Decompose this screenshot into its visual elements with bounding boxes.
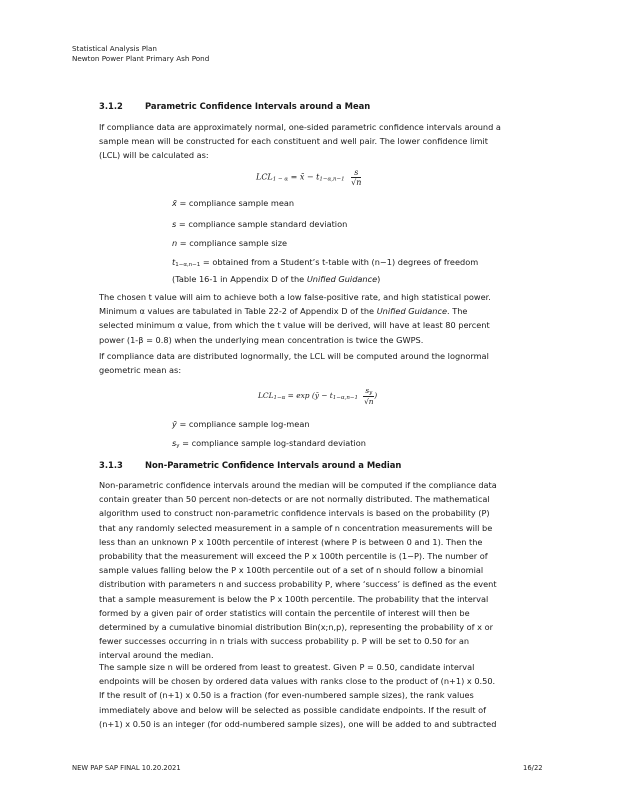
definition-symbol: n	[172, 238, 178, 248]
definition-text: = compliance sample mean	[176, 198, 295, 208]
paragraph-line: fewer successes occurring in n trials with success probability p. P will be set to 0.50 for an	[99, 636, 470, 647]
paragraph-line: determined by a cumulative binomial distribution Bin(x;n,p), representing the probability of x or	[99, 621, 493, 632]
formula-rhs: = x̄ − t	[290, 172, 320, 182]
paragraph-line: The sample size n will be ordered from least to greatest. Given P = 0.50, candidate interval	[99, 662, 475, 672]
fraction-denominator: √n	[351, 178, 362, 187]
paragraph-line: endpoints will be chosen by ordered data values with ranks close to the product of (n+1) x 0.50.	[99, 676, 496, 687]
definition-text: = compliance sample log-mean	[176, 419, 310, 429]
alpha-line: The chosen t value will aim to achieve both a low false-positive rate, and high statistical power.	[99, 292, 491, 302]
header-line-1: Statistical Analysis Plan	[72, 44, 157, 53]
paragraph-line: interval around the median.	[99, 650, 214, 661]
header-line-2: Newton Power Plant Primary Ash Pond	[72, 53, 210, 63]
paragraph-line: probability that the measurement will exceed the P x 100th percentile is (1−P). The number of	[99, 550, 488, 561]
definition-log-std	[172, 436, 366, 453]
definition-symbol: t	[172, 257, 176, 267]
definition-std	[172, 217, 347, 231]
definition-n	[172, 236, 287, 250]
alpha-line-end: . The	[447, 306, 468, 317]
paragraph-line: less than an unknown P x 100th percentile of interest (where P is between 0 and 1). Then the	[99, 536, 483, 547]
section-312-title: Parametric Confidence Intervals around a Mean	[145, 101, 371, 111]
alpha-paragraph	[99, 290, 551, 347]
paragraph-line: If the result of (n+1) x 0.50 is a fraction (for even-numbered sample sizes), the rank values	[99, 690, 474, 701]
alpha-line: selected minimum α value, from which the t value will be derived, will have at least 80 percent	[99, 320, 490, 331]
paragraph-line: formed by a given pair of order statistics will contain the percentile of interest will then be	[99, 607, 470, 618]
section-313-paragraph-1	[99, 478, 551, 662]
paragraph-line: sample values falling below the P x 100th percentile out of a set of n should follow a binomial	[99, 565, 484, 576]
section-312-intro	[99, 120, 551, 163]
alpha-line: power (1-β = 0.8) when the underlying mean concentration is twice the GWPS.	[99, 334, 424, 345]
intro-line: (LCL) will be calculated as:	[99, 150, 209, 161]
definition-symbol: ȳ	[172, 419, 177, 429]
paragraph-line: that any randomly selected measurement in a sample of n concentration measurements will be	[99, 522, 493, 533]
log-formula-sub: 1−α	[273, 395, 286, 401]
section-313-title: Non-Parametric Confidence Intervals around a Median	[145, 460, 402, 470]
paragraph-line: that a sample measurement is below the P x 100th percentile. The probability that the interval	[99, 593, 489, 604]
log-formula-lhs: LCL	[258, 391, 274, 400]
log-lcl-formula	[258, 386, 377, 406]
log-fraction-numerator: s	[365, 386, 370, 395]
intro-line: sample mean will be constructed for each constituent and well pair. The lower confidence limit	[99, 136, 488, 147]
definition-symbol: x̄	[172, 198, 177, 208]
paragraph-line: contain greater than 50 percent non-detects or are not normally distributed. The mathematical	[99, 494, 490, 505]
definition-symbol-sub: y	[176, 443, 180, 449]
definition-symbol: s	[172, 438, 177, 448]
lognormal-line: If compliance data are distributed lognormally, the LCL will be computed around the lognormal	[99, 351, 489, 361]
definition-mean	[172, 196, 294, 210]
formula-sub: 1 − α	[272, 176, 289, 183]
definition-text: = obtained from a Student’s t-table with (n−1) degrees of freedom	[200, 257, 479, 267]
alpha-line: Minimum α values are tabulated in Table 22-2 of Appendix D of the	[99, 306, 377, 317]
paragraph-line: immediately above and below will be selected as possible candidate endpoints. If the result of	[99, 704, 487, 715]
definition-text: = compliance sample size	[177, 238, 288, 248]
lognormal-intro	[99, 349, 551, 377]
unified-guidance-ref: Unified Guidance	[306, 274, 378, 285]
paragraph-line: Non-parametric confidence intervals around the median will be computed if the compliance data	[99, 480, 497, 490]
lcl-formula	[256, 168, 361, 187]
definition-text: = compliance sample log-standard deviation	[179, 438, 366, 448]
paragraph-line: distribution with parameters n and success probability P, where ‘success’ is defined as the event	[99, 579, 497, 590]
section-313-number: 3.1.3	[99, 460, 123, 470]
fraction-numerator: s	[351, 168, 361, 178]
definition-symbol: s	[172, 219, 177, 229]
definition-t	[172, 255, 478, 286]
section-312-number: 3.1.2	[99, 101, 123, 111]
log-formula-end: )	[374, 391, 378, 400]
formula-fraction	[351, 168, 361, 187]
formula-lhs: LCL	[256, 172, 273, 182]
footer-document-id: NEW PAP SAP FINAL 10.20.2021	[72, 764, 181, 772]
paragraph-line: algorithm used to construct non-parametric confidence intervals is based on the probability (P)	[99, 508, 490, 519]
formula-t-sub: 1−α,n−1	[319, 176, 345, 183]
definition-text: = compliance sample standard deviation	[176, 219, 348, 229]
log-fraction-numerator-sub: y	[369, 390, 373, 396]
lognormal-line: geometric mean as:	[99, 365, 182, 376]
log-formula-t-sub: 1−α,n−1	[332, 395, 358, 401]
definition-text-2: (Table 16-1 in Appendix D of the	[172, 274, 307, 285]
footer-page-number: 16/22	[523, 764, 543, 772]
log-formula-mid: = exp (ȳ − t	[287, 391, 333, 400]
intro-line: If compliance data are approximately normal, one-sided parametric confidence intervals around a	[99, 122, 501, 132]
page-header	[72, 44, 209, 63]
log-formula-fraction	[363, 386, 374, 406]
paragraph-line: (n+1) x 0.50 is an integer (for odd-numbered sample sizes), one will be added to and subtracted	[99, 718, 497, 729]
log-fraction-denominator: √n	[364, 397, 374, 406]
definition-log-mean	[172, 417, 310, 431]
section-313-paragraph-2	[99, 660, 551, 731]
definition-t-sub: 1−α,n−1	[175, 262, 201, 268]
unified-guidance-ref: Unified Guidance	[376, 306, 448, 317]
definition-text-end: )	[377, 274, 381, 285]
